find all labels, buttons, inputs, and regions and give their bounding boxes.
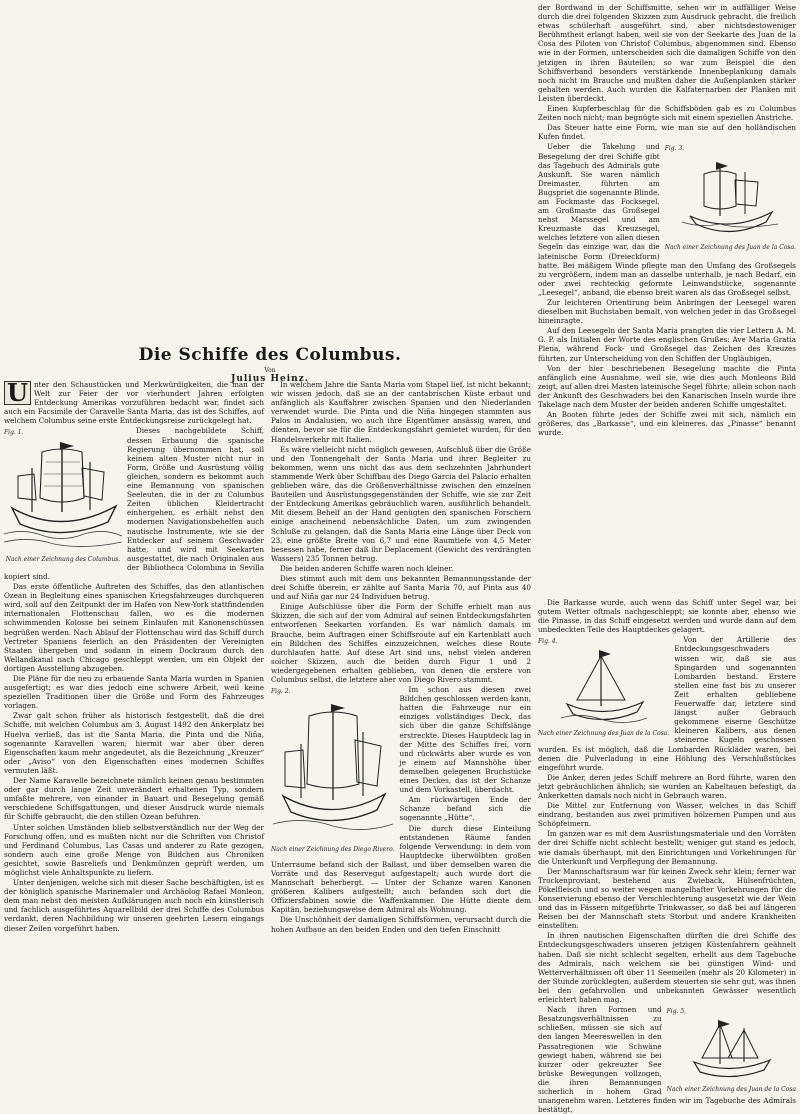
paragraph: Es wäre vielleicht nicht möglich gewesen, Aufschluß über die Größe und den Tonnengehalt der Santa Maria und ihrer Begleiter zu bekommen, wenn uns nicht das aus dem sechzehnten Jahrhundert stammende Werk über Schiffbau des Diego Garcia del Palacio erhalten geblieben wäre, das die Größenverhältnisse zwischen den einzelnen Bauteilen und Ausrüstungsgegenständen der Schiffe, wie sie zur Zeit der Entdeckung Amerikas gebräuchlich waren, ausführlich behandelt. Mit diesem Behelf an der Hand genügten den spanischen Forschern einige anscheinend nebensächliche Daten, um zum zwingenden Schluße zu gelangen, daß die Santa Maria eine Länge über Deck von 23, eine größte Breite von 6,7 und eine Raumtiefe von 4,5 Meter besessen habe, ferner daß ihr Deplacement (Gewicht des verdrängten Wassers) 235 Tonnen betrug. [271,444,531,563]
paragraph: Die beiden anderen Schiffe waren noch kleiner. [280,563,454,573]
paragraph: Von der hier beschriebenen Besegelung machte die Pinta anfänglich eine Ausnahme, weil sie, wie dies auch Monleons Bild zeigt, auf allen drei Masten lateinische Segel führte; allein schon nach der Ankunft des Geschwaders bei den Kanarischen Inseln wurde ihre Takelage nach dem Muster der beiden anderen Schiffe umgestaltet. [538,363,796,410]
article-title: Die Schiffe des Columbus. [138,345,402,365]
figure-label: Fig. 1. [4,429,24,437]
figure-label: Fig. 4. [538,638,558,646]
column-middle [271,380,531,1070]
figure-caption: Nach einer Zeichnung des Columbus. [5,555,121,563]
paragraph: Der Name Karavelle bezeichnete nämlich keinen genau bestimmten oder gar durch lange Zeit unverändert erhaltenen Typ, sondern umfaßte mehrere, von einander in Bauart und Besegelung gemäß verschiedene Schiffsgattungen, und dieser Ausdruck wurde niemals für Schiffe gebraucht, die den stillen Ozean befuhren. [4,776,264,822]
paragraph: Einen Kupferbeschlag für die Schiffsböden gab es zu Columbus Zeiten noch nicht; man begnügte sich mit einem speziellen Anstriche. [538,104,796,123]
paragraph: Dieses nachgebildete Schiff, dessen Erbauung die spanische Regierung übernommen hat, soll keinem alten Muster nicht nur in Form, Größe und Ausrüstung völlig gleichen, sondern es bekommt auch eine Bemannung von spanischen Seeleuten, die in der zu Columbus Zeiten üblichen Kleidertracht einhergehen, es erhält nebst den modernen Navigationsbehelfen auch nautische Instrumente, wie sie der Entdecker auf seinem Geschwader hatte, und wird mit Seekarten ausgestattet, die nach Originalen aus der Bibliotheca Colombina in Sevilla kopiert sind. [4,426,264,581]
figure-caption: Nach einer Zeichnung des Juan de la Cosa. [664,243,796,251]
figure-5 [667,1007,796,1093]
paragraph: Unter denjenigen, welche sich mit dieser Sache beschäftigten, ist es der königlich spanische Marinemaler und Archäolog Rafael Monleon, dem man nebst den meisten Aufklärungen auch noch ein künstlerisch und fachlich ausgeführtes Aquarellbild der drei Schiffe des Columbus verdankt, deren Nachbildung wir unseren geehrten Lesern eingangs dieser Zeilen vorgeführt haben. [4,878,264,933]
paragraph: Nach ihren Formen und Besatzungsverhältnissen zu schließen, müssen sie sich auf den langen Meereswellen in den Passatregionen wie Schwäne gewiegt haben, während sie bei kurzer oder gekreuzter See brüske Bewegungen vollzogen, die ihren Bemannungen sicherlich in hohem Grad unangenehm waren. Letzteres finden wir im Tagebuche des Admirals bestätigt, [538,1005,796,1114]
paragraph: Im schon aus diesen zwei Bildchen geschlossen werden kann, hatten die Fahrzeuge nur ein einziges vollständiges Deck, das sich über die ganze Schiffslänge erstreckte. Dieses Hauptdeck lag in der Mitte des Schiffes frei, vorn und rückwärts aber wurde es von je einem auf Mannshöhe über demselben gelegenen Bruchstücke eines Deckes, das ist der Schanze und dem Vorkastell, überdacht. [399,685,531,795]
figure-1 [4,428,122,562]
figure-caption: Nach einer Zeichnung des Juan de la Cosa. [538,730,670,738]
paragraph: Von der Artillerie des Entdeckungsgeschwaders wissen wir, daß sie aus Spingarden und sogenannten Lombarden bestand. Erstere stellen eine fast bis zu unserer Zeit erhalten gebliebene Feuerwaffe dar, letztere sind längst außer Gebrauch gekommene eiserne Geschütze kleineren Kalibers, aus denen steinerne Kugeln geschossen wurden. Es ist möglich, daß die Lombarden Rückläder waren, bei denen die Pulverladung in eine Höhlung des Verschlußstückes eingeführt wurde. [538,635,796,772]
figure-2 [271,687,395,853]
figure-label: Fig. 2. [271,688,291,696]
ship-sketch-3 [680,154,780,244]
paragraph: Die Anker, deren jedes Schiff mehrere an Bord führte, waren den jetzt gebräuchlichen ähnlich; sie wurden an Kabeltauen befestigt, da Ankerketten damals noch nicht in Gebrauch waren. [538,772,796,800]
paragraph: Die durch diese Einteilung entstandenen Räume fanden folgende Verwendung: in dem vom Hauptdecke überwölbten großen Unterraume befand sich der Ballast, und über demselben waren die Vorräte und das Reservegut aufgestapelt; auch wurde dort die Mannschaft beherbergt. — Unter der Schanze waren Kanonen größeren Kalibers aufgestellt; auch befanden sich dort die Offiziersfabinen sowie die Waffenkammer. Die Hütte diente dem Kapitän, beziehungsweise dem Admiral als Wohnung. [271,823,531,915]
drop-cap: U [4,381,31,405]
figure-label: Fig. 5. [666,1008,687,1016]
figure-3 [665,144,796,250]
paragraph: Am rückwärtigen Ende der Schanze befand sich die sogenannte „Hütte“. [399,795,531,823]
ship-sketch-4 [561,646,647,730]
paragraph: Ueber die Takelung und Besegelung der drei Schiffe gibt das Tagebuch des Admirals gute Auskunft. Sie waren nämlich Dreimaster, führten am Bugspriet die sogenannte Blinde, am Fockmaste das Focksegel, am Großmaste das Großsegel nebst Marssegel und am Kreuzmaste das Kreuzsegel, welches letztere von allen diesen Segeln das einzige war, das die lateinische Form (Dreieckform) hatte. Bei mäßigem Winde pflegte man den Umfang des Großsegels zu vergrößern, indem man an dasselbe unterhalb, je nach Bedarf, ein oder zwei rechteckig geformte Leinwandstücke, sogenannte „Leesegel“, anband, die ebenso breit waren als das Großsegel selbst. [538,142,796,297]
ship-sketch-1 [4,438,122,556]
article-author: Julius Heinz. [231,374,309,384]
paragraph: Die Barkasse wurde, auch wenn das Schiff unter Segel war, bei gutem Wetter oftmals nachgeschleppt; sie konnte aber, ebenso wie die Pinasse, in das Schiff eingesetzt werden und wurde dann auf dem unbedeckten Teile des Hauptdeckes gelagert. [538,598,796,635]
paragraph: Unter solchen Umständen blieb selbstverständlich nur der Weg der Forschung offen, und es mußten nicht nur die Schriften von Christof und Ferdinand Columbus, Las Casas und anderer zu Rate gezogen, sondern auch eine große Menge von Bildchen aus Chroniken gesichtet, sowie Basreliefs und Denkmünzen geprüft werden, um möglichst viele Anhaltspunkte zu liefern. [4,822,264,877]
paragraph: Dies stimmt auch mit dem uns bekannten Bemannungsstande der drei Schiffe überein, er zählte auf Santa Maria 70, auf Pinta aus 40 und auf Niña gar nur 24 Individuen betrug. [271,573,531,602]
column-left [4,380,264,1070]
paragraph: In ihren nautischen Eigenschaften dürften die drei Schiffe des Entdeckungsgeschwaders unseren jetzigen Küstenfahrern geähnelt haben. Daß sie nicht schlecht segelten, erhellt aus dem Tagebuche des Admirals, nach welchem sie bei günstigen Wind- und Wetterverhältnissen oft über 11 Seemeilen (mehr als 20 Kilometer) in der Stunde zurücklegten, außerdem steuerten sie sehr gut, was ihnen bei den gefahrvollen und unbekannten Gewässer wesentlich erleichtert haben mag. [538,931,796,1005]
column-top-right [538,3,796,593]
paragraph [4,380,264,425]
paragraph: An Booten führte jedes der Schiffe zwei mit sich, nämlich ein größeres, das „Barkasse“, und ein kleineres, das „Pinasse“ benannt wurde. [538,410,796,438]
paragraph: Zwar galt schon früher als historisch festgestellt, daß die drei Schiffe, mit welchen Columbus am 3. August 1492 den Ankerplatz bei Huelva verließ, das ist die Santa Maria, die Pinta und die Niña, sogenannte Karavellen waren; hiermit war aber über deren Eigenschaften kaum mehr angedeutet, als die Bezeichnung „Kreuzer“ oder „Aviso“ von den Eigenschaften eines modernen Schiffes vermuten läßt. [4,711,264,775]
figure-caption: Nach einer Zeichnung des Juan de la Cosa [666,1086,796,1094]
paragraph: Die Unschönheit der damaligen Schiffsformen, verursacht durch die hohen Aufbaue an den beiden Enden und den tiefen Einschnitt [271,915,531,934]
paragraph: Zur leichteren Orientirung beim Anbringen der Leesegel waren dieselben mit Buchstaben bemalt, von welchen jeder in das Großsegel hineinragte. [538,298,796,326]
paragraph: Einige Aufschlüsse über die Form der Schiffe erhielt man aus Skizzen, die sich auf der vom Admiral auf seinen Entdeckungsfahrten entworfenen Seekarten vorfanden. Es war nämlich damals im Brauche, beim Auftragen einer Schiffsroute auf ein Kartenblatt auch ein Bildchen des Schiffes einzuzeichnen, welches diese Route durchlaufen hatte. Auf diese Art sind uns, nebst vielen anderen solcher Skizzen, auch die beiden durch Figur 1 und 2 wiedergegebenen erhalten geblieben, von denen die erstere von Columbus selbst, die letztere aber von Diego Rivero stammt. [271,602,531,684]
paragraph: Der Mannschaftsraum war für keinen Zweck sehr klein; ferner war Trockenproviant, bestehend aus Zwieback, Hülsenfrüchten, Pökelfleisch und so weiter wegen mangelhafter Vorkehrungen für die Konservierung ebenso der Verschlechterung ausgesetzt wie der Wein und das in Fässern mitgeführte Trinkwasser, so daß bei auf längeren Reisen bei der Mannschaft stets Storbut und andere Krankheiten einstellten. [538,866,796,931]
paragraph: der Bordwand in der Schiffsmitte, sehen wir in auffälliger Weise durch die drei folgenden Skizzen zum Ausdruck gebracht, die freilich etwas schülerhaft ausgeführt sind, aber nichtsdestoweniger Berühmtheit erlangt haben, weil sie von der Seekarte des Juan de la Cosa des Piloten von Christof Columbus, abgenommen sind. Ebenso wie in der Formen, unterscheiden sich die damaligen Schiffe von den jetzigen in ihren Bauteilen; so war zum Beispiel die den Schiffsverband besonders verstärkende Innenbeplankung damals noch nicht im Brauche und mußten daher die Außenplanken stärker gehalten werden. Auch wurden die Kalfaternarben der Planken mit Leisten überdeckt. [538,3,796,103]
figure-caption: Nach einer Zeichnung des Diego Rivero. [271,846,395,854]
lead-paragraph: nter den Schaustücken und Merkwürdigkeiten, die man der Welt zur Feier der vor vierhundert Jahren erfolgten Entdeckung Amerikas vorzuführen bedacht war, findet sich auch ein Facsimile der Caravelle Santa Maria, das ist des Schiffes, auf welchem Columbus seine erste Entdeckungsreise zurückgelegt hat. [4,380,264,426]
paragraph: Die Mittel zur Entfernung von Wasser, welches in das Schiff eindrang, bestanden aus zwei primitiven hölzernen Pumpen und aus Schöpfeimern. [538,801,796,829]
paragraph: In welchem Jahre die Santa Maria vom Stapel lief, ist nicht bekannt; wir wissen jedoch, daß sie an der cantabrischen Küste erbaut und anfänglich als Kauffahrer zwischen Spanien und den Niederlanden verwendet wurde. Die Pinta und die Niña hingegen stammten aus Palos in Andalusien, wo auch ihre Eigentümer ansässig waren, und dienten, bevor sie für die Entdeckungsfahrt gemietet wurden, für den Handelsverkehr mit Italien. [271,380,531,444]
figure-4 [538,637,669,737]
byline-prefix: Von [264,367,276,374]
paragraph: Die Pläne für die neu zu erbauende Santa Maria wurden in Spanien ausgefertigt; es war dies jedoch eine schwere Arbeit, weil keine speziellen Traditionen über die Größe und Form des Fahrzeuges vorlagen. [4,674,264,711]
paragraph: Das Steuer hatte eine Form, wie man sie auf den holländischen Kufen findet. [538,123,796,142]
ship-sketch-5 [688,1016,774,1086]
paragraph: Das erste öffentliche Auftreten des Schiffes, das den atlantischen Ozean in Begleitung eines spanischen Kriegsfahrzeuges durchqueren wird, soll auf den Zeitpunkt der im Hafen von New-York stattfindenden internationalen Flottenschau fallen, wo es die modernen schwimmenden Kolosse bei seinem Einlaufen mit Kanonenschüssen begrüßen werden. Nach Ablauf der Flottenschau wird das Schiff durch Vertreter Spaniens feierlich an den Präsidenten der Vereinigten Staaten übergeben und sodann in einem Dockraum durch den Wellandkanal nach Chicago geschleppt werden, um ein Objekt der dortigen Ausstellung abzugeben. [4,582,264,673]
ship-sketch-2 [273,696,393,846]
column-right [538,598,796,1114]
paragraph: Im ganzen war es mit dem Ausrüstungsmateriale und den Vorräten der drei Schiffe nicht schlecht bestellt; weniger gut stand es jedoch, wie damals überhaupt, mit den Einrichtungen und Vorkehrungen für die Unterkunft und Verpflegung der Bemannung. [538,829,796,866]
paragraph: Auf den Leesegeln der Santa Maria prangten die vier Lettern A. M. G. P. als Initialen der Worte des englischen Grußes: Ave Maria Gratia Plena, während Fock- und Großsegel das Zeichen des Kreuzes führten, zur Unterscheidung von den Schiffen der Ungläubigen. [538,326,796,363]
figure-label: Fig. 3. [664,145,685,153]
